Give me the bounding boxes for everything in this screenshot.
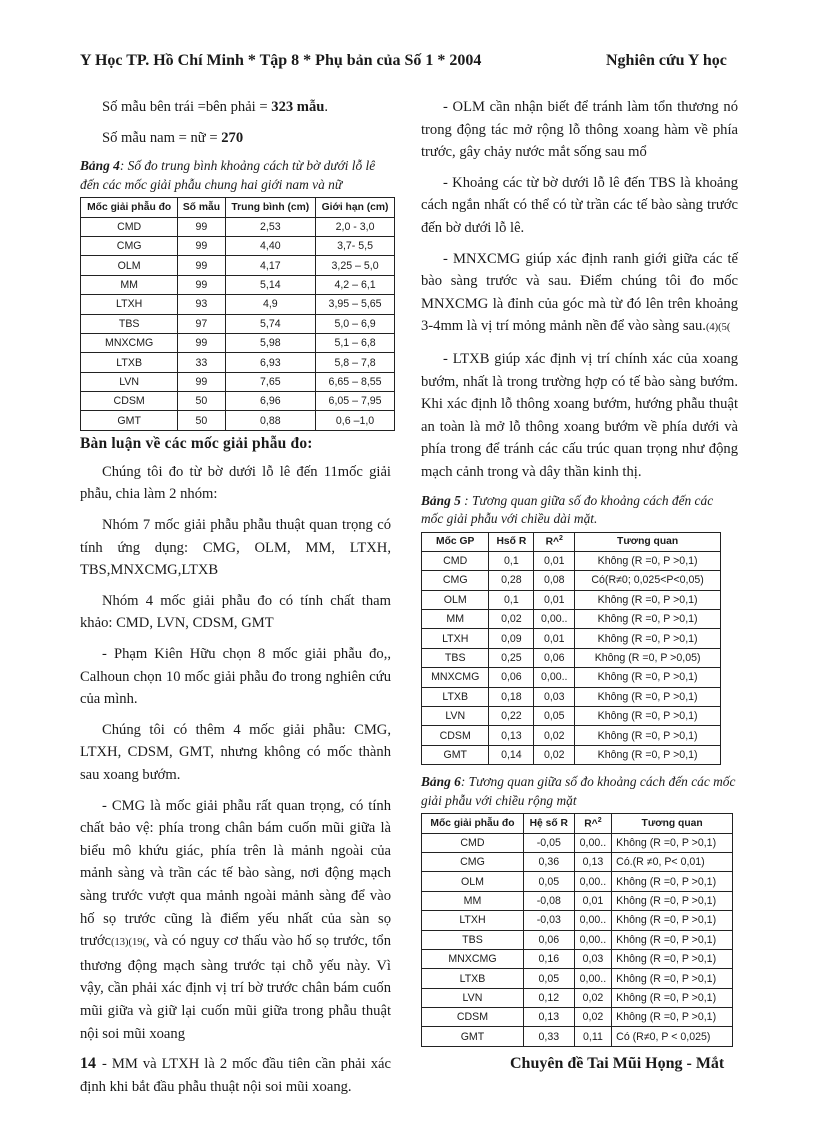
table4-caption: [80, 157, 391, 194]
page-number: 14: [80, 1055, 96, 1072]
column-header: R^$^2$: [574, 814, 612, 833]
table-row: [422, 969, 733, 988]
cmg-text: - CMG là mốc giải phẫu rất quan trọng, có tính chất bảo vệ: phía trong chân bám cuốn mũi giữa là biểu mô khứu giác, phía trên là mảnh ngoài của mảnh sàng và trần các tế bào sàng, nơi động mạch sàng trước vượt qua mảnh ngoài mảnh sàng để vào hố sọ trước cũng là điểm yếu nhất của sàn sọ trước: [80, 797, 391, 950]
paragraph: - LTXB giúp xác định vị trí chính xác của xoang bướm, nhất là trong trường hợp có tế bào sàng bướm. Khi xác định lỗ thông xoang bướm, hướng phẫu thuật an toàn là mở lỗ thông xoang bướm về phía dưới và phía trong để tránh các cấu trúc quan trọng như động mạch cảnh trong và dây thần kinh thị.: [421, 350, 738, 480]
table-cell: 7,65: [225, 372, 316, 391]
table-cell: LTXH: [422, 911, 524, 930]
table-cell: 0,13: [574, 852, 612, 871]
table-row: [81, 372, 395, 391]
table-cell: 0,05: [523, 872, 574, 891]
table-cell: 0,22: [489, 707, 534, 726]
table-cell: CDSM: [422, 1008, 524, 1027]
table-cell: 0,02: [574, 1008, 612, 1027]
table-cell: 0,28: [489, 571, 534, 590]
table-row: [422, 648, 721, 667]
table-cell: Không (R =0, P >0,05): [575, 648, 721, 667]
mnx-text: - MNXCMG giúp xác định ranh giới giữa các tế bào sàng trước và sau. Điểm chúng tôi đo mốc MNXCMG là đỉnh của góc mà từ đó lên trên khoảng 3-4mm là vị trí mỏng mảnh nền để vào sàng sau.: [421, 250, 738, 335]
table-cell: 0,00..: [574, 833, 612, 852]
table-cell: CMD: [422, 833, 524, 852]
table-cell: 3,95 – 5,65: [316, 295, 395, 314]
table-row: [422, 833, 733, 852]
paragraph: - MM và LTXH là 2 mốc đầu tiên cần phải xác định khi bắt đầu phẫu thuật nội soi mũi xoang.: [80, 1056, 391, 1095]
table-cell: MNXCMG: [81, 333, 178, 352]
sample-count-sex: [80, 127, 391, 150]
table-cell: CDSM: [422, 726, 489, 745]
table-cell: MM: [81, 275, 178, 294]
sample-count-sides: [80, 96, 391, 119]
table-cell: MM: [422, 891, 524, 910]
table-cell: CDSM: [81, 392, 178, 411]
table-cell: 93: [178, 295, 225, 314]
column-header: Tương quan: [612, 814, 733, 833]
table-row: [422, 891, 733, 910]
table-row: [81, 353, 395, 372]
table-row: [422, 1008, 733, 1027]
table-cell: Không (R =0, P >0,1): [612, 872, 733, 891]
table-cell: Không (R =0, P >0,1): [612, 891, 733, 910]
table-cell: 6,93: [225, 353, 316, 372]
table-cell: 0,05: [523, 969, 574, 988]
table-cell: 0,36: [523, 852, 574, 871]
table6: [421, 813, 733, 1047]
table-row: [81, 295, 395, 314]
table-cell: 0,01: [534, 551, 575, 570]
table-cell: 6,05 – 7,95: [316, 392, 395, 411]
sample-count-sex-label: Số mẫu nam = nữ =: [102, 129, 222, 146]
table-cell: 0,06: [523, 930, 574, 949]
column-header: Tương quan: [575, 532, 721, 551]
table6-caption-text: : Tương quan giữa số đo khoảng cách đến các mốc giải phẫu với chiều rộng mặt: [421, 774, 736, 808]
table-cell: LTXH: [81, 295, 178, 314]
table-cell: 6,65 – 8,55: [316, 372, 395, 391]
table-cell: Không (R =0, P >0,1): [612, 988, 733, 1007]
table-cell: 0,18: [489, 687, 534, 706]
table-row: [422, 911, 733, 930]
table-cell: LTXH: [422, 629, 489, 648]
table-cell: Không (R =0, P >0,1): [575, 551, 721, 570]
table-cell: 0,03: [534, 687, 575, 706]
table-cell: -0,05: [523, 833, 574, 852]
table-cell: 3,25 – 5,0: [316, 256, 395, 275]
table-cell: 2,0 - 3,0: [316, 217, 395, 236]
journal-header: Y Học TP. Hồ Chí Minh * Tập 8 * Phụ bản của Số 1 * 2004: [80, 52, 482, 69]
table-cell: CMD: [422, 551, 489, 570]
table-cell: 99: [178, 217, 225, 236]
table-header-row: [422, 532, 721, 551]
table6-caption: [421, 773, 738, 810]
table-row: [422, 668, 721, 687]
table-cell: MNXCMG: [422, 949, 524, 968]
table-row: [81, 314, 395, 333]
table-cell: 0,1: [489, 551, 534, 570]
table-cell: 0,88: [225, 411, 316, 430]
table-cell: Không (R =0, P >0,1): [575, 745, 721, 764]
table-cell: -0,03: [523, 911, 574, 930]
table-cell: OLM: [422, 872, 524, 891]
table-cell: Không (R =0, P >0,1): [575, 668, 721, 687]
table-row: [81, 256, 395, 275]
table-cell: LVN: [422, 988, 524, 1007]
table-cell: GMT: [422, 1027, 524, 1046]
table-cell: 99: [178, 275, 225, 294]
table-cell: 0,01: [534, 590, 575, 609]
footer-title: Chuyên đề Tai Mũi Họng - Mắt: [510, 1055, 725, 1072]
table-cell: 0,00..: [574, 872, 612, 891]
table-row: [422, 1027, 733, 1046]
table-header-row: [422, 814, 733, 833]
table-row: [422, 610, 721, 629]
table-row: [81, 333, 395, 352]
sample-count-sex-value: 270: [221, 129, 244, 146]
table-row: [422, 726, 721, 745]
sample-count-sides-end: .: [324, 99, 329, 115]
table4-caption-label: Bảng 4: [80, 158, 120, 174]
section-title: Bàn luận về các mốc giải phẫu đo:: [80, 434, 313, 452]
table4: [80, 197, 395, 431]
table-cell: -0,08: [523, 891, 574, 910]
table-cell: 0,13: [489, 726, 534, 745]
column-header: Trung bình (cm): [225, 198, 316, 217]
table-cell: 4,2 – 6,1: [316, 275, 395, 294]
table-cell: 0,25: [489, 648, 534, 667]
citation: (13)(19(: [111, 937, 147, 949]
table-row: [422, 551, 721, 570]
table-cell: Không (R =0, P >0,1): [575, 629, 721, 648]
table-cell: Không (R =0, P >0,1): [575, 707, 721, 726]
table-row: [422, 571, 721, 590]
left-column: [80, 96, 391, 1106]
table-cell: GMT: [81, 411, 178, 430]
paragraph: Nhóm 4 mốc giải phẫu đo có tính chất tham khảo: CMD, LVN, CDSM, GMT: [80, 592, 391, 632]
table-cell: Không (R =0, P >0,1): [612, 949, 733, 968]
table-cell: 0,00..: [574, 930, 612, 949]
table-cell: 33: [178, 353, 225, 372]
table5: [421, 532, 721, 766]
table-cell: 2,53: [225, 217, 316, 236]
sample-count-sides-value: 323 mẫu: [271, 99, 325, 115]
paragraph: Chúng tôi có thêm 4 mốc giải phẫu: CMG, LTXH, CDSM, GMT, nhưng không có mốc thành sau xoang bướm.: [80, 721, 391, 783]
table-cell: LTXB: [422, 687, 489, 706]
table-cell: Không (R =0, P >0,1): [575, 590, 721, 609]
paragraph-mnx: [421, 248, 738, 340]
table-cell: LVN: [81, 372, 178, 391]
sample-count-sides-label: Số mẫu bên trái =bên phải =: [102, 99, 272, 115]
table-cell: LTXB: [81, 353, 178, 372]
superscript: 2: [597, 817, 602, 825]
table-cell: 5,0 – 6,9: [316, 314, 395, 333]
table-cell: 0,08: [534, 571, 575, 590]
superscript: 2: [559, 535, 563, 543]
table-cell: 6,96: [225, 392, 316, 411]
table-cell: GMT: [422, 745, 489, 764]
table5-caption-label: Bảng 5: [421, 492, 461, 508]
citation: (4)(5(: [705, 322, 731, 334]
table-cell: 5,74: [225, 314, 316, 333]
table-cell: Không (R =0, P >0,1): [612, 969, 733, 988]
table4-caption-text: : Số đo trung bình khoảng cách từ bờ dưới lỗ lê đến các mốc giải phẫu chung hai giới nam và nữ: [80, 158, 376, 192]
table-cell: 0,14: [489, 745, 534, 764]
column-header: R^$^2$: [534, 532, 575, 551]
table-cell: 0,02: [489, 610, 534, 629]
table-cell: OLM: [81, 256, 178, 275]
table-row: [422, 949, 733, 968]
cmg-text-cont: , và có nguy cơ thấu vào hố sọ trước, tổn thương động mạch sàng trước tại chỗ yếu này. Vì vậy, cần phải xác định vị trí bờ trước chân bám cuốn mũi giữa và giữ lại cuốn mũi giữa trong phẫu thuật nội soi mũi xoang: [80, 933, 391, 1042]
column-header: Số mẫu: [178, 198, 225, 217]
table5-caption: [421, 492, 738, 529]
table-cell: Không (R =0, P >0,1): [575, 687, 721, 706]
table-row: [422, 590, 721, 609]
table-cell: 4,9: [225, 295, 316, 314]
table-row: [422, 852, 733, 871]
table-cell: CMD: [81, 217, 178, 236]
table-cell: 99: [178, 236, 225, 255]
table-cell: 0,00..: [534, 610, 575, 629]
table-cell: Không (R =0, P >0,1): [612, 1008, 733, 1027]
table-cell: MM: [422, 610, 489, 629]
table-cell: MNXCMG: [422, 668, 489, 687]
paragraph-cmg: [80, 795, 391, 1046]
table-cell: 0,02: [534, 726, 575, 745]
table-cell: Không (R =0, P >0,1): [612, 911, 733, 930]
table6-caption-label: Bảng 6: [421, 774, 461, 790]
table-cell: 0,01: [574, 891, 612, 910]
column-header: Giới hạn (cm): [316, 198, 395, 217]
table-cell: Không (R =0, P >0,1): [612, 930, 733, 949]
table-row: [422, 988, 733, 1007]
table-cell: Không (R =0, P >0,1): [575, 610, 721, 629]
table-cell: 0,1: [489, 590, 534, 609]
table-cell: 0,06: [534, 648, 575, 667]
table-cell: 0,12: [523, 988, 574, 1007]
table-cell: 4,17: [225, 256, 316, 275]
table-cell: 5,1 – 6,8: [316, 333, 395, 352]
table-cell: CMG: [422, 852, 524, 871]
table-cell: 99: [178, 333, 225, 352]
table-cell: OLM: [422, 590, 489, 609]
table-cell: Không (R =0, P >0,1): [575, 726, 721, 745]
table-cell: 0,09: [489, 629, 534, 648]
table-cell: Có (R≠0, P < 0,025): [612, 1027, 733, 1046]
table-cell: CMG: [81, 236, 178, 255]
table-row: [422, 745, 721, 764]
table-cell: 5,8 – 7,8: [316, 353, 395, 372]
table-cell: 5,98: [225, 333, 316, 352]
paragraph: - Khoảng các từ bờ dưới lỗ lê đến TBS là khoảng cách ngắn nhất có thể có từ trần các tế bào sàng trước đến bờ dưới lỗ lê.: [421, 174, 738, 236]
table-cell: 99: [178, 372, 225, 391]
table-cell: 4,40: [225, 236, 316, 255]
table-cell: 0,33: [523, 1027, 574, 1046]
table-header-row: [81, 198, 395, 217]
table-cell: LVN: [422, 707, 489, 726]
table-cell: 0,16: [523, 949, 574, 968]
table-cell: 0,13: [523, 1008, 574, 1027]
table-cell: 0,02: [574, 988, 612, 1007]
table-cell: 0,00..: [574, 911, 612, 930]
right-column: [421, 96, 738, 1047]
table-cell: 0,02: [534, 745, 575, 764]
column-header: Mốc giải phẫu đo: [81, 198, 178, 217]
table-row: [81, 411, 395, 430]
paragraph: Nhóm 7 mốc giải phẫu phẫu thuật quan trọng có tính ứng dụng: CMG, OLM, MM, LTXH, TBS,MNXCMG,LTXB: [80, 517, 391, 579]
column-header: Mốc giải phẫu đo: [422, 814, 524, 833]
table-cell: Không (R =0, P >0,1): [612, 833, 733, 852]
table-cell: 0,01: [534, 629, 575, 648]
table-cell: 50: [178, 392, 225, 411]
table-cell: Có.(R ≠0, P< 0,01): [612, 852, 733, 871]
section-header: Nghiên cứu Y học: [606, 52, 727, 69]
table-row: [81, 275, 395, 294]
table-cell: 97: [178, 314, 225, 333]
table-cell: 0,03: [574, 949, 612, 968]
paragraph: Chúng tôi đo từ bờ dưới lỗ lê đến 11mốc giải phẫu, chia làm 2 nhóm:: [80, 463, 391, 503]
table-row: [422, 930, 733, 949]
column-header: Hsố R: [489, 532, 534, 551]
table-row: [81, 392, 395, 411]
table-row: [422, 707, 721, 726]
table-cell: 5,14: [225, 275, 316, 294]
column-header: Mốc GP: [422, 532, 489, 551]
column-header: Hệ số R: [523, 814, 574, 833]
paragraph: - OLM cần nhận biết để tránh làm tổn thương nó trong động tác mở rộng lỗ thông xoang hàm về phía trước, gây chảy nước mắt sống sau mổ: [421, 99, 738, 161]
table-row: [422, 872, 733, 891]
table-cell: 0,00..: [574, 969, 612, 988]
table-cell: 0,05: [534, 707, 575, 726]
table-cell: TBS: [422, 930, 524, 949]
paragraph: - Phạm Kiên Hữu chọn 8 mốc giải phẫu đo,, Calhoun chọn 10 mốc giải phẫu đo trong nghiên cứu của mình.: [80, 646, 391, 708]
table-cell: TBS: [422, 648, 489, 667]
table-cell: LTXB: [422, 969, 524, 988]
table-cell: 0,06: [489, 668, 534, 687]
table-cell: CMG: [422, 571, 489, 590]
table-cell: 0,00..: [534, 668, 575, 687]
table-cell: TBS: [81, 314, 178, 333]
table-cell: Có(R≠0; 0,025<P<0,05): [575, 571, 721, 590]
table-cell: 3,7- 5,5: [316, 236, 395, 255]
table-row: [81, 217, 395, 236]
table5-caption-text: : Tương quan giữa số đo khoảng cách đến các mốc giải phẫu với chiều dài mặt.: [421, 492, 714, 526]
table-cell: 50: [178, 411, 225, 430]
table-cell: 0,6 –1,0: [316, 411, 395, 430]
table-cell: 99: [178, 256, 225, 275]
table-row: [81, 236, 395, 255]
table-cell: 0,11: [574, 1027, 612, 1046]
table-row: [422, 687, 721, 706]
table-row: [422, 629, 721, 648]
